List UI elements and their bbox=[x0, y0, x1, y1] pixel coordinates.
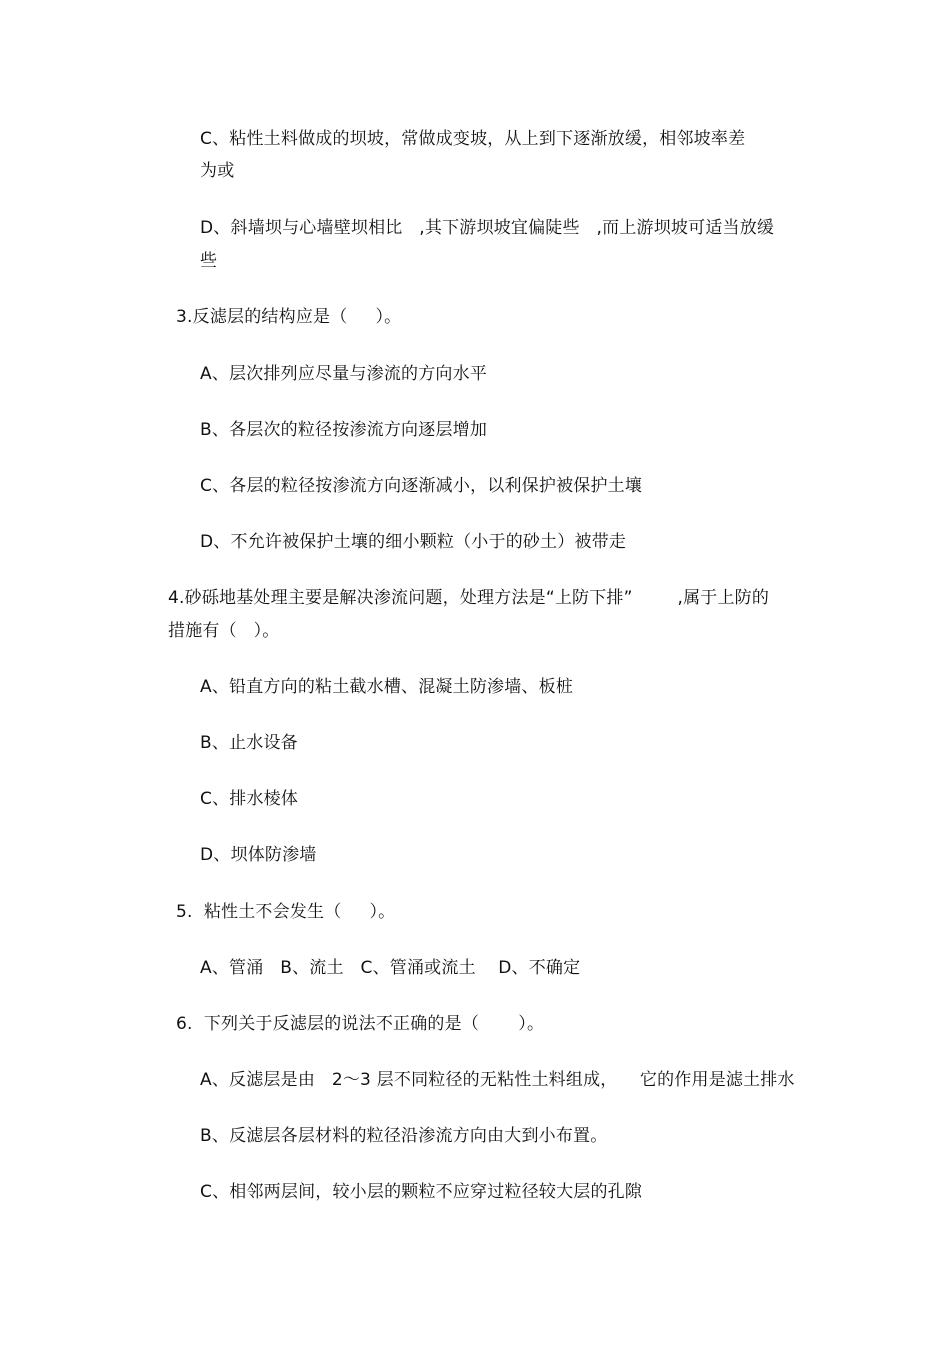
q6-option-a: A、反滤层是由 2～3 层不同粒径的无粘性土料组成， 它的作用是滤土排水 bbox=[200, 1070, 795, 1090]
q2-option-d-line2: 些 bbox=[200, 251, 218, 271]
q3-stem: 3.反滤层的结构应是（ ）。 bbox=[176, 307, 402, 327]
q3-option-d: D、不允许被保护土壤的细小颗粒（小于的砂土）被带走 bbox=[200, 532, 627, 552]
q4-stem-line2: 措施有（ ）。 bbox=[168, 621, 280, 641]
q3-option-b: B、各层次的粒径按渗流方向逐层增加 bbox=[200, 420, 488, 440]
q2-option-d-line1: D、斜墙坝与心墙壁坝相比 ,其下游坝坡宜偏陡些 ,而上游坝坡可适当放缓 bbox=[200, 218, 775, 238]
q3-option-c: C、各层的粒径按渗流方向逐渐减小，以利保护被保护土壤 bbox=[200, 476, 643, 496]
q4-option-d: D、坝体防渗墙 bbox=[200, 845, 317, 865]
q2-option-c-line2: 为或 bbox=[200, 161, 235, 181]
q4-option-c: C、排水棱体 bbox=[200, 789, 299, 809]
q6-option-b: B、反滤层各层材料的粒径沿渗流方向由大到小布置。 bbox=[200, 1126, 608, 1146]
q4-option-b: B、止水设备 bbox=[200, 733, 298, 753]
q6-option-c: C、相邻两层间，较小层的颗粒不应穿过粒径较大层的孔隙 bbox=[200, 1182, 643, 1202]
q4-stem-line1: 4.砂砾地基处理主要是解决渗流问题，处理方法是“上防下排” ,属于上防的 bbox=[168, 588, 770, 608]
q3-option-a: A、层次排列应尽量与渗流的方向水平 bbox=[200, 364, 488, 384]
q5-stem: 5. 粘性土不会发生（ ）。 bbox=[176, 902, 396, 922]
q4-option-a: A、铅直方向的粘土截水槽、混凝土防渗墙、板桩 bbox=[200, 677, 574, 697]
q5-options: A、管涌 B、流土 C、管涌或流土 D、不确定 bbox=[200, 958, 581, 978]
q6-stem: 6. 下列关于反滤层的说法不正确的是（ ）。 bbox=[176, 1014, 545, 1034]
q2-option-c-line1: C、粘性土料做成的坝坡，常做成变坡，从上到下逐渐放缓，相邻坡率差 bbox=[200, 129, 746, 149]
